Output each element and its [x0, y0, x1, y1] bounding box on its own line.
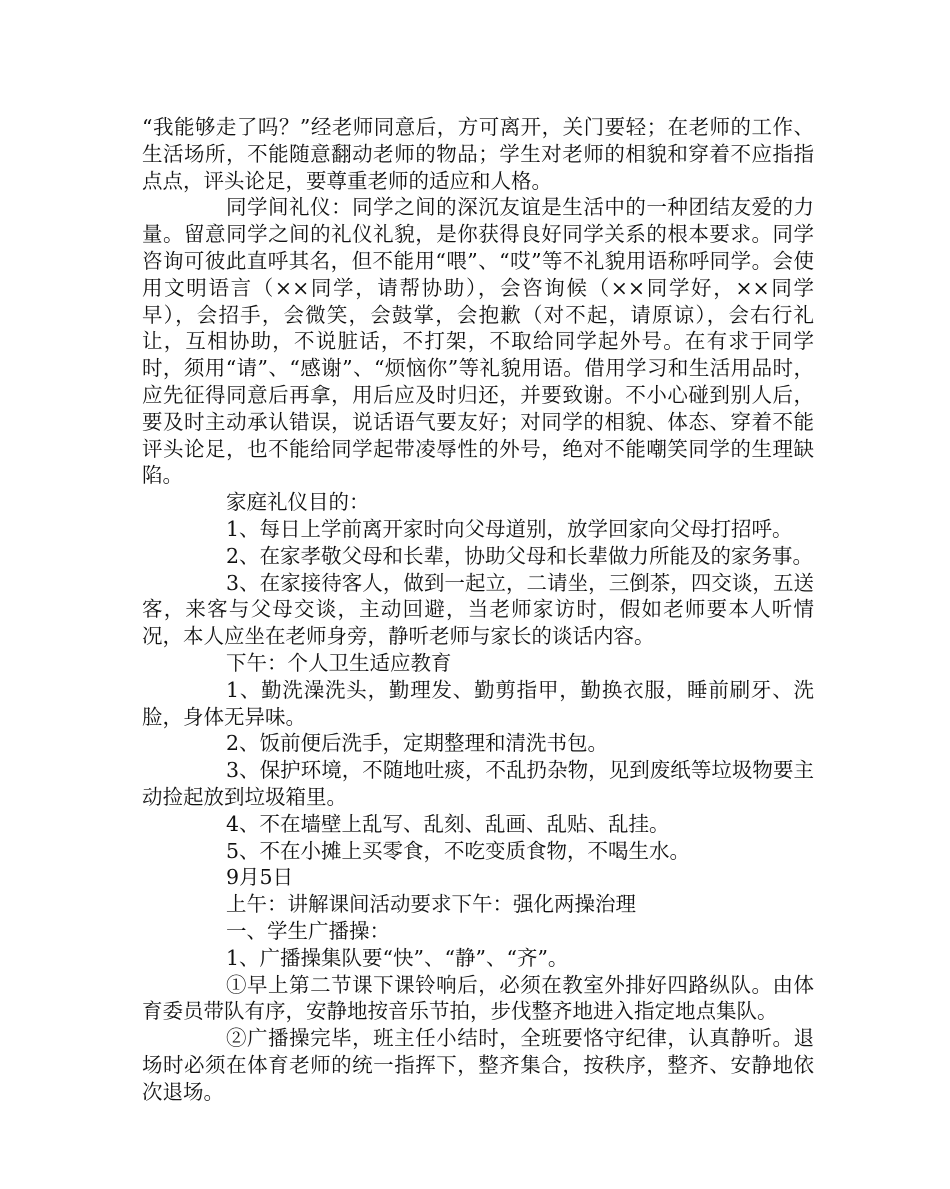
exercise-subitem-2: ②广播操完毕，班主任小结时，全班要恪守纪律，认真静听。退场时必须在体育老师的统一指挥下，整齐集合，按秩序，整齐、安静地依次退场。: [142, 1026, 814, 1104]
family-item-1: 1、每日上学前离开家时向父母道别，放学回家向父母打招呼。: [226, 516, 793, 541]
heading-broadcast-exercise: 一、学生广播操：: [226, 918, 390, 943]
family-item-2: 2、在家孝敬父母和长辈，协助父母和长辈做力所能及的家务事。: [226, 543, 814, 568]
paragraph-teacher-etiquette-end: “我能够走了吗？”经老师同意后，方可离开，关门要轻；在老师的工作、生活场所，不能随意翻动老师的物品；学生对老师的相貌和穿着不应指指点点，评头论足，要尊重老师的适应和人格。: [142, 115, 814, 193]
hygiene-item-2: 2、饭前便后洗手，定期整理和清洗书包。: [226, 731, 609, 756]
date-heading: 9月5日: [226, 865, 294, 890]
schedule-line: 上午：讲解课间活动要求下午：强化两操治理: [226, 892, 636, 917]
exercise-subitem-1: ①早上第二节课下课铃响后，必须在教室外排好四路纵队。由体育委员带队有序，安静地按音乐节拍，步伐整齐地进入指定地点集队。: [142, 972, 814, 1024]
hygiene-item-1: 1、勤洗澡洗头，勤理发、勤剪指甲，勤换衣服，睡前刷牙、洗脸，身体无异味。: [142, 677, 814, 729]
hygiene-item-4: 4、不在墙壁上乱写、乱刻、乱画、乱贴、乱挂。: [226, 811, 670, 836]
hygiene-item-3: 3、保护环境，不随地吐痰，不乱扔杂物，见到废纸等垃圾物要主动捡起放到垃圾箱里。: [142, 758, 814, 809]
document-page: [142, 114, 814, 1105]
heading-hygiene-education: 下午：个人卫生适应教育: [226, 650, 452, 675]
exercise-item-1: 1、广播操集队要“快”、“静”、“齐”。: [226, 945, 569, 970]
hygiene-item-5: 5、不在小摊上买零食，不吃变质食物，不喝生水。: [226, 838, 691, 863]
paragraph-classmate-etiquette: 同学间礼仪：同学之间的深沉友谊是生活中的一种团结友爱的力量。留意同学之间的礼仪礼貌，是你获得良好同学关系的根本要求。同学咨询可彼此直呼其名，但不能用“喂”、“哎”等不礼貌用语称呼同学。会使用文明语言（××同学，请帮协助），会咨询候（××同学好，××同学早），会招手，会微笑，会鼓掌，会抱歉（对不起，请原谅），会右行礼让，互相协助，不说脏话，不打架，不取给同学起外号。在有求于同学时，须用“请”、“感谢”、“烦恼你”等礼貌用语。借用学习和生活用品时，应先征得同意后再拿，用后应及时归还，并要致谢。不小心碰到别人后，要及时主动承认错误，说话语气要友好；对同学的相貌、体态、穿着不能评头论足，也不能给同学起带凌辱性的外号，绝对不能嘲笑同学的生理缺陷。: [142, 195, 814, 488]
heading-family-etiquette: 家庭礼仪目的：: [226, 490, 370, 515]
family-item-3: 3、在家接待客人，做到一起立，二请坐，三倒茶，四交谈，五送客，来客与父母交谈，主动回避，当老师家访时，假如老师要本人听情况，本人应坐在老师身旁，静听老师与家长的谈话内容。: [142, 570, 814, 649]
